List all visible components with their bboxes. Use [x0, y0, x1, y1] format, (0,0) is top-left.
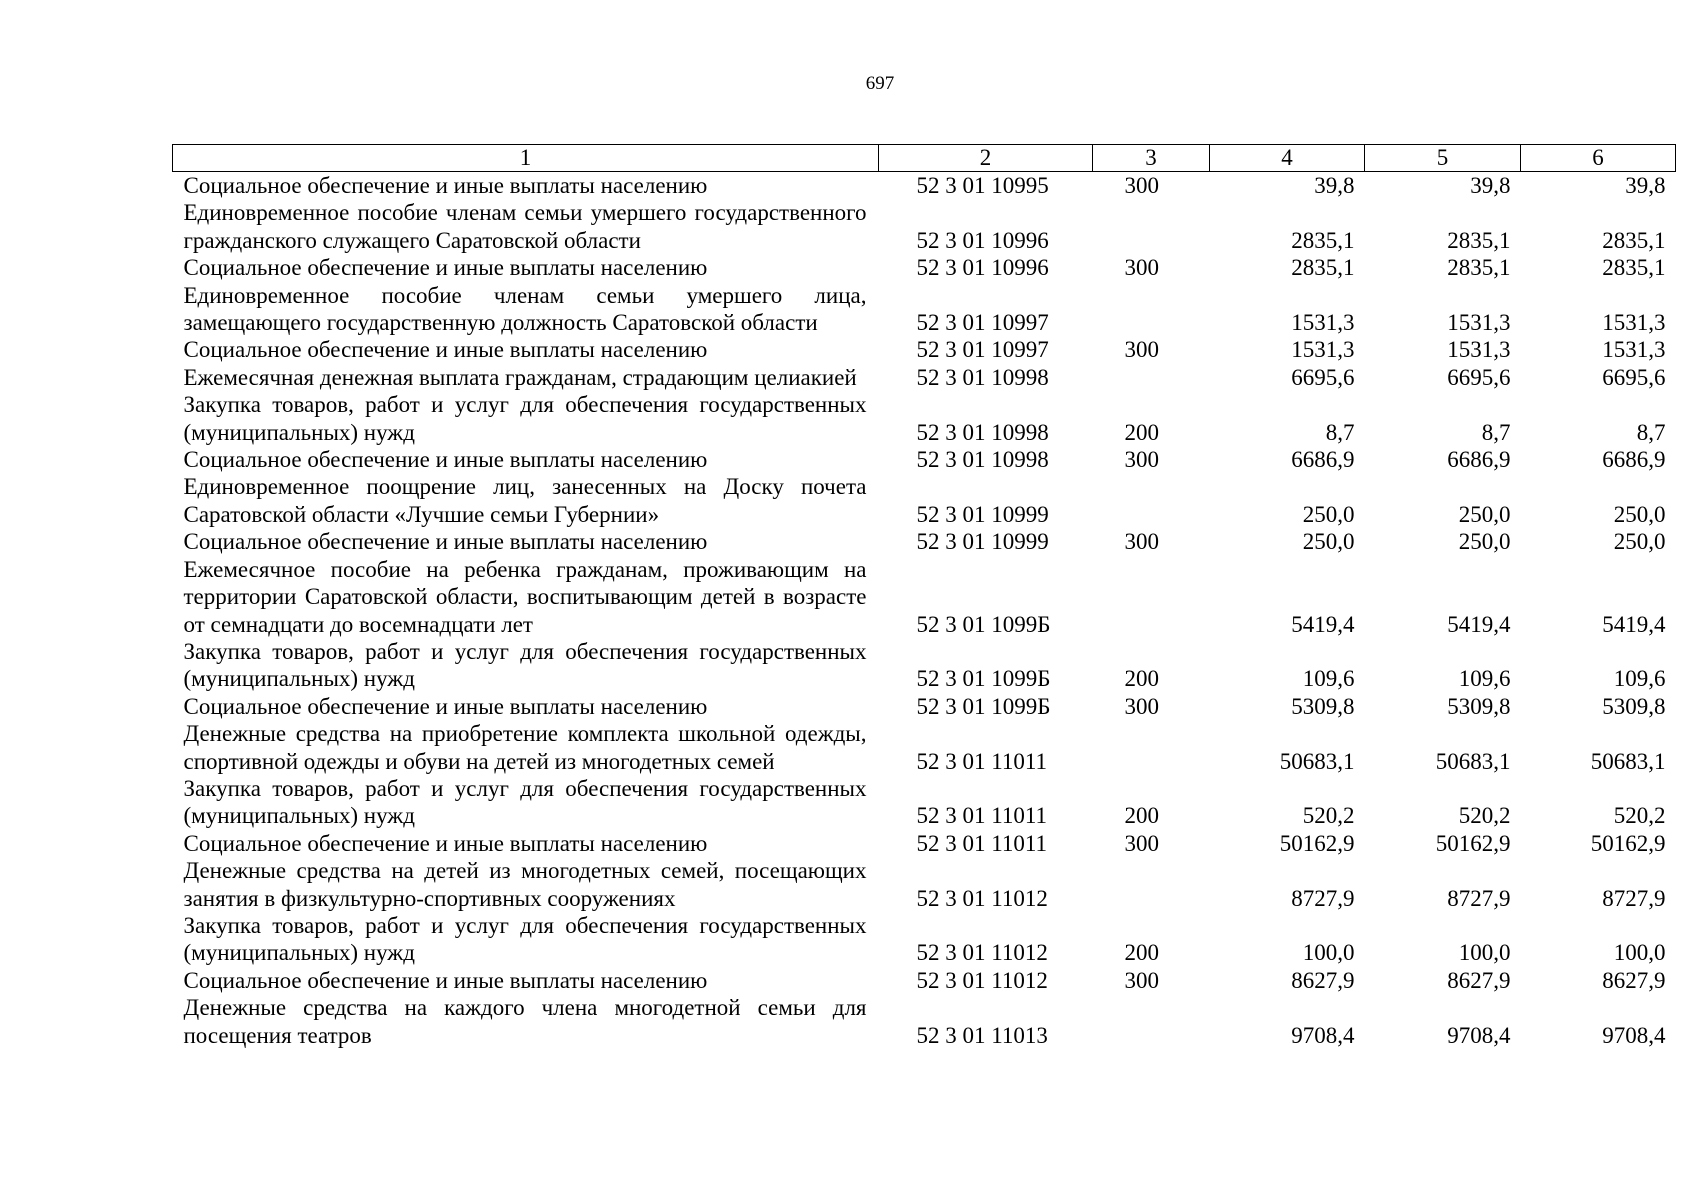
table-row	[173, 857, 1676, 912]
table-header	[173, 145, 1676, 172]
row-value-col-4: 109,6	[1302, 666, 1355, 692]
row-value-col-6: 39,8	[1625, 173, 1666, 198]
row-expense-type: 200	[1124, 419, 1159, 445]
table-row	[173, 638, 1676, 693]
header-col-4: 4	[1210, 145, 1365, 172]
row-code: 52 3 01 1099Б	[916, 611, 1051, 637]
table-row	[173, 912, 1676, 967]
row-code: 52 3 01 11012	[916, 967, 1048, 993]
row-value-col-4: 8,7	[1325, 419, 1355, 445]
row-value-col-6: 250,0	[1613, 501, 1666, 527]
row-value-col-6: 50162,9	[1590, 830, 1666, 856]
row-name: Закупка товаров, работ и услуг для обеспечения государственных (муниципальных) нужд	[183, 912, 867, 966]
row-value-col-6: 8,7	[1636, 419, 1666, 445]
table-row	[173, 172, 1676, 200]
table-row	[173, 528, 1676, 555]
row-name: Единовременное пособие членам семьи умершего лица, замещающего государственную должность Саратовской области	[183, 282, 867, 336]
row-name: Социальное обеспечение и иные выплаты населению	[183, 447, 708, 473]
row-value-col-6: 6686,9	[1602, 447, 1666, 473]
header-row	[173, 145, 1676, 172]
row-expense-type	[1093, 473, 1210, 528]
row-value-col-5: 50683,1	[1435, 748, 1511, 774]
row-code: 52 3 01 1099Б	[916, 666, 1051, 692]
row-value-col-6: 6695,6	[1602, 364, 1666, 390]
row-value-col-6: 100,0	[1613, 940, 1666, 966]
row-value-col-5: 2835,1	[1447, 227, 1511, 253]
row-value-col-4: 520,2	[1302, 803, 1355, 829]
table-row	[173, 364, 1676, 391]
row-expense-type: 300	[1124, 693, 1159, 719]
row-expense-type	[1093, 282, 1210, 337]
row-value-col-4: 6695,6	[1291, 364, 1355, 390]
row-value-col-5: 109,6	[1458, 666, 1511, 692]
row-expense-type	[1093, 720, 1210, 775]
table-row	[173, 336, 1676, 363]
row-name: Денежные средства на каждого члена многодетной семьи для посещения театров	[183, 995, 867, 1048]
row-value-col-5: 520,2	[1458, 803, 1511, 829]
table-row	[173, 473, 1676, 528]
row-name: Социальное обеспечение и иные выплаты населению	[183, 830, 708, 856]
row-value-col-6: 520,2	[1613, 803, 1666, 829]
row-expense-type: 300	[1124, 447, 1159, 473]
row-code: 52 3 01 10997	[916, 310, 1049, 336]
row-expense-type	[1093, 556, 1210, 638]
row-code: 52 3 01 1099Б	[916, 693, 1051, 719]
table-row	[173, 720, 1676, 775]
row-value-col-5: 9708,4	[1447, 1022, 1511, 1048]
row-value-col-4: 100,0	[1302, 940, 1355, 966]
row-name: Закупка товаров, работ и услуг для обеспечения государственных (муниципальных) нужд	[183, 392, 867, 445]
row-code: 52 3 01 10996	[916, 255, 1049, 281]
row-value-col-6: 8627,9	[1602, 967, 1666, 993]
row-code: 52 3 01 10999	[916, 501, 1049, 527]
row-code: 52 3 01 11012	[916, 885, 1048, 911]
row-value-col-6: 2835,1	[1602, 255, 1666, 281]
table-row	[173, 391, 1676, 446]
row-value-col-4: 9708,4	[1291, 1022, 1355, 1048]
header-col-1: 1	[173, 145, 879, 172]
row-value-col-5: 8727,9	[1447, 885, 1511, 911]
row-value-col-4: 2835,1	[1291, 227, 1355, 253]
row-value-col-5: 250,0	[1458, 529, 1511, 555]
row-value-col-4: 50162,9	[1279, 830, 1355, 856]
table-row	[173, 199, 1676, 254]
row-expense-type: 300	[1124, 337, 1159, 363]
row-code: 52 3 01 11012	[916, 940, 1048, 966]
row-expense-type	[1093, 199, 1210, 254]
row-code: 52 3 01 10998	[916, 447, 1049, 473]
row-value-col-6: 5419,4	[1602, 611, 1666, 637]
row-value-col-4: 39,8	[1314, 173, 1355, 198]
row-expense-type: 300	[1124, 255, 1159, 281]
row-value-col-5: 5309,8	[1447, 693, 1511, 719]
header-col-6: 6	[1521, 145, 1676, 172]
row-value-col-6: 109,6	[1613, 666, 1666, 692]
row-value-col-5: 5419,4	[1447, 611, 1511, 637]
row-name: Единовременное пособие членам семьи умершего государственного гражданского служащего Саратовской области	[183, 200, 867, 253]
page-number: 697	[865, 73, 895, 94]
row-name: Социальное обеспечение и иные выплаты населению	[183, 337, 708, 363]
row-value-col-4: 250,0	[1302, 501, 1355, 527]
row-name: Социальное обеспечение и иные выплаты населению	[183, 529, 708, 555]
row-code: 52 3 01 10995	[916, 173, 1049, 198]
table-row	[173, 994, 1676, 1049]
row-expense-type	[1093, 364, 1210, 391]
row-code: 52 3 01 10998	[916, 419, 1049, 445]
row-value-col-4: 5309,8	[1291, 693, 1355, 719]
row-value-col-6: 5309,8	[1602, 693, 1666, 719]
row-value-col-6: 9708,4	[1602, 1022, 1666, 1048]
row-name: Денежные средства на приобретение комплекта школьной одежды, спортивной одежды и обуви на детей из многодетных семей	[183, 721, 867, 774]
row-value-col-5: 39,8	[1470, 173, 1511, 198]
row-value-col-4: 8727,9	[1291, 885, 1355, 911]
row-expense-type: 200	[1124, 666, 1159, 692]
row-value-col-5: 50162,9	[1435, 830, 1511, 856]
row-name: Социальное обеспечение и иные выплаты населению	[183, 693, 708, 719]
row-value-col-5: 250,0	[1458, 501, 1511, 527]
table-body	[173, 172, 1676, 1050]
row-name: Социальное обеспечение и иные выплаты населению	[183, 173, 708, 198]
header-col-3: 3	[1093, 145, 1210, 172]
row-value-col-6: 50683,1	[1590, 748, 1666, 774]
row-expense-type: 300	[1124, 830, 1159, 856]
row-code: 52 3 01 11011	[916, 748, 1048, 774]
row-value-col-4: 5419,4	[1291, 611, 1355, 637]
row-expense-type: 200	[1124, 940, 1159, 966]
row-value-col-6: 1531,3	[1602, 310, 1666, 336]
table-row	[173, 693, 1676, 720]
row-name: Закупка товаров, работ и услуг для обеспечения государственных (муниципальных) нужд	[183, 775, 867, 829]
row-expense-type: 300	[1124, 967, 1159, 993]
row-value-col-6: 2835,1	[1602, 227, 1666, 253]
row-name: Денежные средства на детей из многодетных семей, посещающих занятия в физкультурно-спортивных сооружениях	[183, 858, 867, 911]
row-value-col-5: 6695,6	[1447, 364, 1511, 390]
row-expense-type: 300	[1124, 173, 1159, 198]
row-name: Социальное обеспечение и иные выплаты населению	[183, 967, 708, 993]
header-col-2: 2	[879, 145, 1093, 172]
row-value-col-5: 6686,9	[1447, 447, 1511, 473]
budget-table	[172, 144, 1676, 1049]
row-value-col-4: 2835,1	[1291, 255, 1355, 281]
table-row	[173, 775, 1676, 830]
row-value-col-4: 6686,9	[1291, 447, 1355, 473]
row-value-col-5: 1531,3	[1447, 337, 1511, 363]
row-code: 52 3 01 11011	[916, 830, 1048, 856]
row-value-col-6: 1531,3	[1602, 337, 1666, 363]
row-code: 52 3 01 11011	[916, 803, 1048, 829]
header-col-5: 5	[1365, 145, 1521, 172]
table-row	[173, 282, 1676, 337]
row-expense-type	[1093, 994, 1210, 1049]
row-code: 52 3 01 10999	[916, 529, 1049, 555]
row-value-col-5: 8627,9	[1447, 967, 1511, 993]
table-row	[173, 830, 1676, 857]
table-row	[173, 967, 1676, 994]
row-value-col-4: 250,0	[1302, 529, 1355, 555]
row-code: 52 3 01 11013	[916, 1022, 1048, 1048]
row-name: Закупка товаров, работ и услуг для обеспечения государственных (муниципальных) нужд	[183, 638, 867, 692]
row-expense-type	[1093, 857, 1210, 912]
table-row	[173, 556, 1676, 638]
row-name: Единовременное поощрение лиц, занесенных на Доску почета Саратовской области «Лучшие семьи Губернии»	[183, 474, 867, 527]
row-code: 52 3 01 10997	[916, 337, 1049, 363]
row-code: 52 3 01 10996	[916, 227, 1049, 253]
row-value-col-5: 2835,1	[1447, 255, 1511, 281]
table-row	[173, 446, 1676, 473]
row-value-col-5: 8,7	[1481, 419, 1511, 445]
row-value-col-6: 250,0	[1613, 529, 1666, 555]
row-expense-type: 300	[1124, 529, 1159, 555]
row-code: 52 3 01 10998	[916, 364, 1049, 390]
row-name: Ежемесячное пособие на ребенка гражданам, проживающим на территории Саратовской области, воспитывающим детей в возрасте от семнадцати до восемнадцати лет	[183, 556, 867, 637]
row-name: Ежемесячная денежная выплата гражданам, страдающим целиакией	[183, 364, 857, 390]
row-value-col-4: 8627,9	[1291, 967, 1355, 993]
row-expense-type: 200	[1124, 803, 1159, 829]
row-value-col-4: 1531,3	[1291, 337, 1355, 363]
row-value-col-4: 1531,3	[1291, 310, 1355, 336]
row-value-col-4: 50683,1	[1279, 748, 1355, 774]
row-value-col-6: 8727,9	[1602, 885, 1666, 911]
row-value-col-5: 100,0	[1458, 940, 1511, 966]
row-value-col-5: 1531,3	[1447, 310, 1511, 336]
row-name: Социальное обеспечение и иные выплаты населению	[183, 255, 708, 281]
table-row	[173, 254, 1676, 281]
